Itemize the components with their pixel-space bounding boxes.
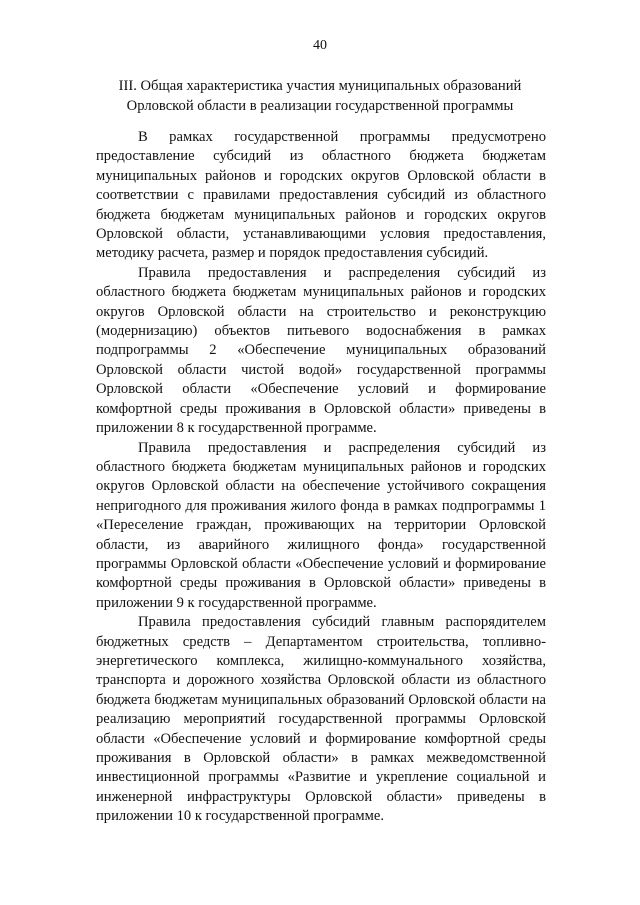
section-heading-line-2: Орловской области в реализации государственной программы — [126, 98, 514, 114]
page-number: 40 — [313, 38, 327, 53]
paragraph-infrastructure-subsidies: Правила предоставления субсидий главным распорядителем бюджетных средств – Департаментом строительства, топливно-энергетического комплекса, жилищно-коммунального хозяйства, транспорта и дорожного хозяйства Орловской области из областного бюджета бюджетам муниципальных образований Орловской области на реализацию мероприятий государственной программы Орловской области «Обеспечение условий и формирование комфортной среды проживания в Орловской области» в рамках межведомственной инвестиционной программы «Развитие и укрепление социальной и инженерной инфраструктуры Орловской области» приведены в приложении 10 к государственной программе. — [96, 614, 546, 825]
paragraph-subsidies-overview: В рамках государственной программы предусмотрено предоставление субсидий из областного бюджета бюджетам муниципальных районов и городских округов Орловской области в соответствии с правилами предоставления субсидий из областного бюджета бюджетам муниципальных районов и городских округов Орловской области, устанавливающими условия предоставления, методику расчета, размер и порядок предоставления субсидий. — [96, 129, 546, 262]
paragraph-resettlement-subsidies: Правила предоставления и распределения субсидий из областного бюджета бюджетам муниципальных районов и городских округов Орловской области на обеспечение устойчивого сокращения непригодного для проживания жилого фонда в рамках подпрограммы 1 «Переселение граждан, проживающих на территории Орловской области, из аварийного жилищного фонда» государственной программы Орловской области «Обеспечение условий и формирование комфортной среды проживания в Орловской области» приведены в приложении 9 к государственной программе. — [96, 439, 546, 611]
paragraph-water-supply-subsidies: Правила предоставления и распределения субсидий из областного бюджета бюджетам муниципальных районов и городских округов Орловской области на строительство и реконструкцию (модернизацию) объектов питьевого водоснабжения в рамках подпрограммы 2 «Обеспечение муниципальных образований Орловской области чистой водой» государственной программы Орловской области «Обеспечение условий и формирование комфортной среды проживания в Орловской области» приведены в приложении 8 к государственной программе. — [96, 264, 546, 437]
document-body — [96, 128, 546, 827]
section-heading-line-1: III. Общая характеристика участия муниципальных образований — [118, 78, 522, 94]
section-heading — [96, 76, 544, 116]
